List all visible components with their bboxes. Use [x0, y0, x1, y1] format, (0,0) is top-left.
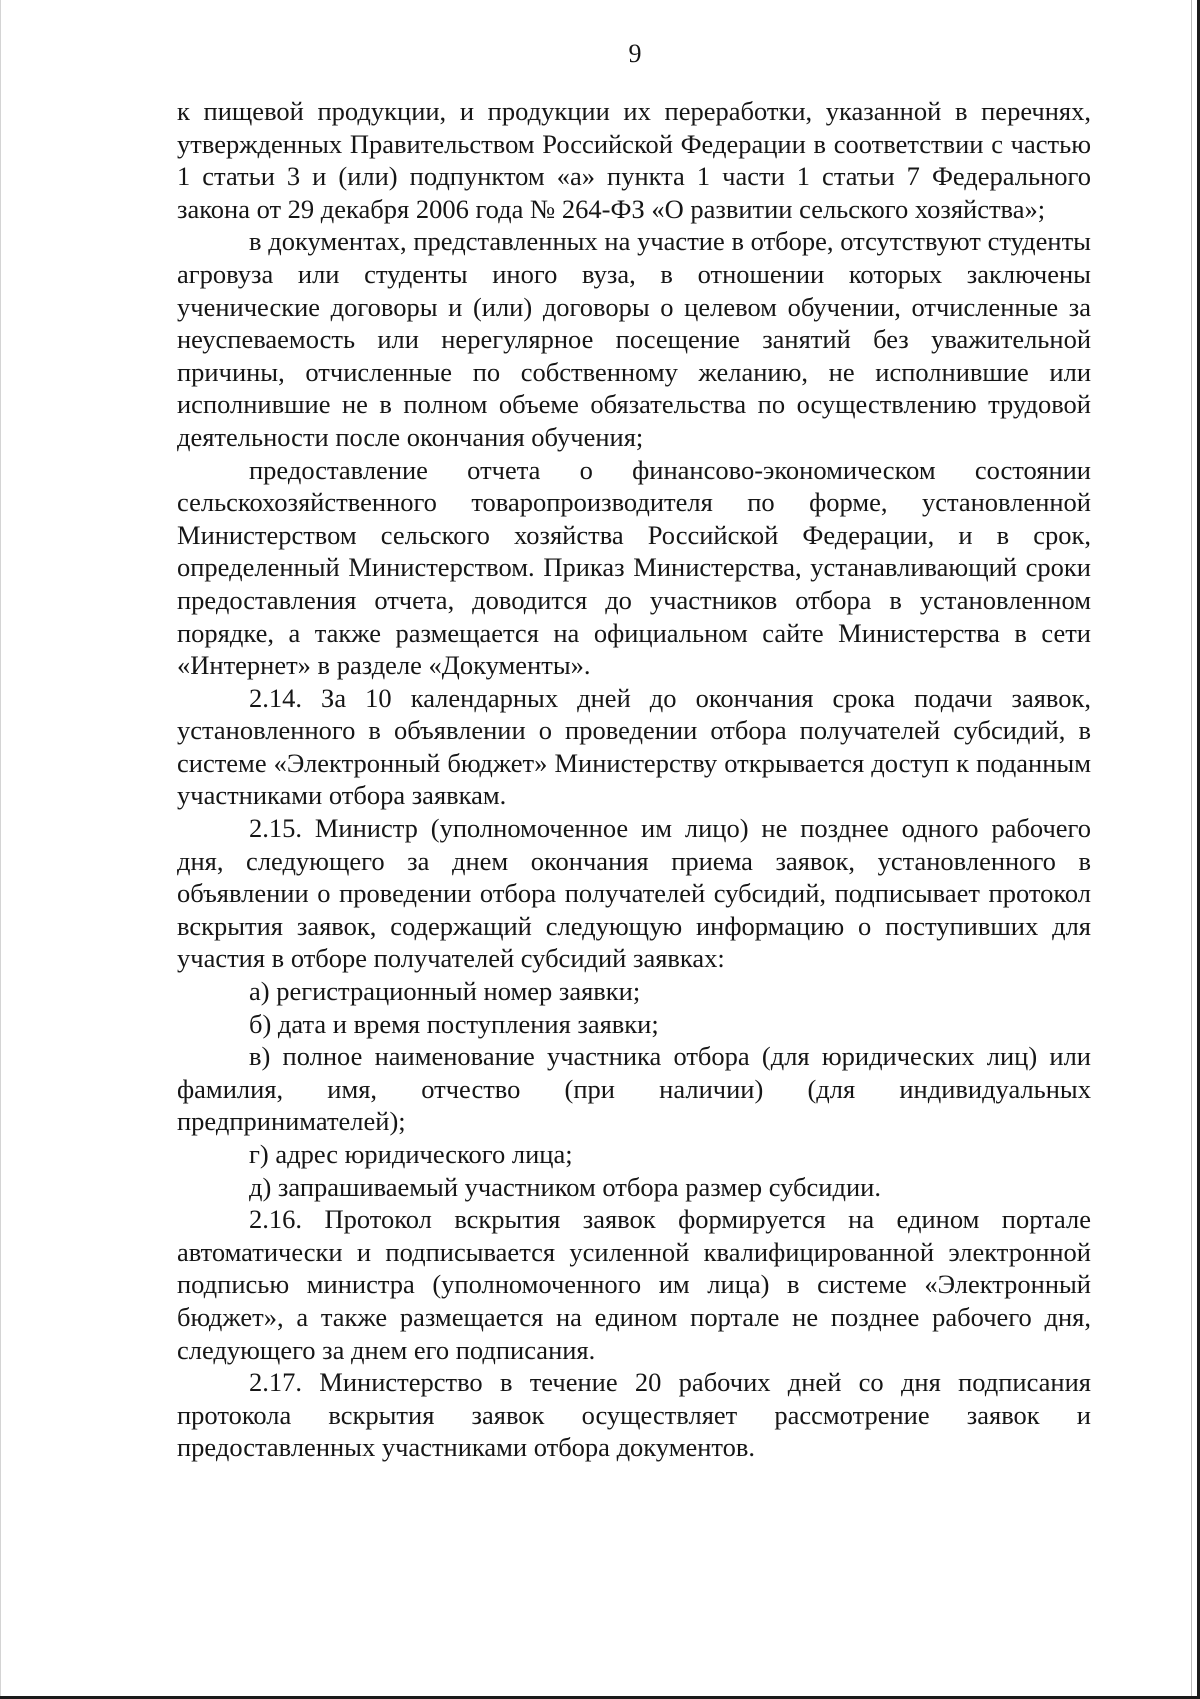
page-number: 9	[628, 39, 642, 68]
document-body	[177, 95, 1091, 1464]
list-item-v: в) полное наименование участника отбора (для юридических лиц) или фамилия, имя, отчество (при наличии) (для индивидуальных предпринимателей);	[177, 1041, 1091, 1137]
paragraph-1: к пищевой продукции, и продукции их переработки, указанной в перечнях, утвержденных Правительством Российской Федерации в соответствии с частью 1 статьи 3 и (или) подпунктом «а» пункта 1 части 1 статьи 7 Федерального закона от 29 декабря 2006 года № 264-ФЗ «О развитии сельского хозяйства»;	[177, 96, 1091, 224]
list-item-a: а) регистрационный номер заявки;	[249, 976, 641, 1007]
paragraph-section-2-16: 2.16. Протокол вскрытия заявок формируется на едином портале автоматически и подписывается усиленной квалифицированной электронной подписью министра (уполномоченного им лица) в системе «Электронный бюджет», а также размещается на едином портале не позднее рабочего дня, следующего за днем его подписания.	[177, 1204, 1091, 1365]
scan-edge-left	[0, 0, 1, 1699]
list-item-g: г) адрес юридического лица;	[249, 1139, 573, 1169]
list-item-d: д) запрашиваемый участником отбора размер субсидии.	[249, 1171, 881, 1202]
paragraph-2: в документах, представленных на участие в отборе, отсутствуют студенты агровуза или студенты иного вуза, в отношении которых заключены ученические договоры и (или) договоры о целевом обучении, отчисленные за неуспеваемость или нерегулярное посещение занятий без уважительной причины, отчисленные по собственному желанию, не исполнившие или исполнившие не в полном объеме обязательства по осуществлению трудовой деятельности после окончания обучения;	[177, 226, 1091, 452]
paragraph-section-2-14: 2.14. За 10 календарных дней до окончания срока подачи заявок, установленного в объявлении о проведении отбора получателей субсидий, в системе «Электронный бюджет» Министерству открывается доступ к поданным участниками отбора заявкам.	[177, 682, 1091, 811]
list-item-b: б) дата и время поступления заявки;	[249, 1008, 659, 1039]
paragraph-section-2-15: 2.15. Министр (уполномоченное им лицо) не позднее одного рабочего дня, следующего за днем окончания приема заявок, установленного в объявлении о проведении отбора получателей субсидий, подписывает протокол вскрытия заявок, содержащий следующую информацию о поступивших для участия в отборе получателей субсидий заявках:	[177, 813, 1091, 974]
scan-edge-right-inner	[1191, 0, 1192, 1699]
paragraph-section-2-17: 2.17. Министерство в течение 20 рабочих дней со дня подписания протокола вскрытия заявок осуществляет рассмотрение заявок и предоставленных участниками отбора документов.	[177, 1367, 1091, 1463]
paragraph-3: предоставление отчета о финансово-экономическом состоянии сельскохозяйственного товаропроизводителя по форме, установленной Министерством сельского хозяйства Российской Федерации, и в срок, определенный Министерством. Приказ Министерства, устанавливающий сроки предоставления отчета, доводится до участников отбора в установленном порядке, а также размещается на официальном сайте Министерства в сети «Интернет» в разделе «Документы».	[177, 454, 1091, 681]
